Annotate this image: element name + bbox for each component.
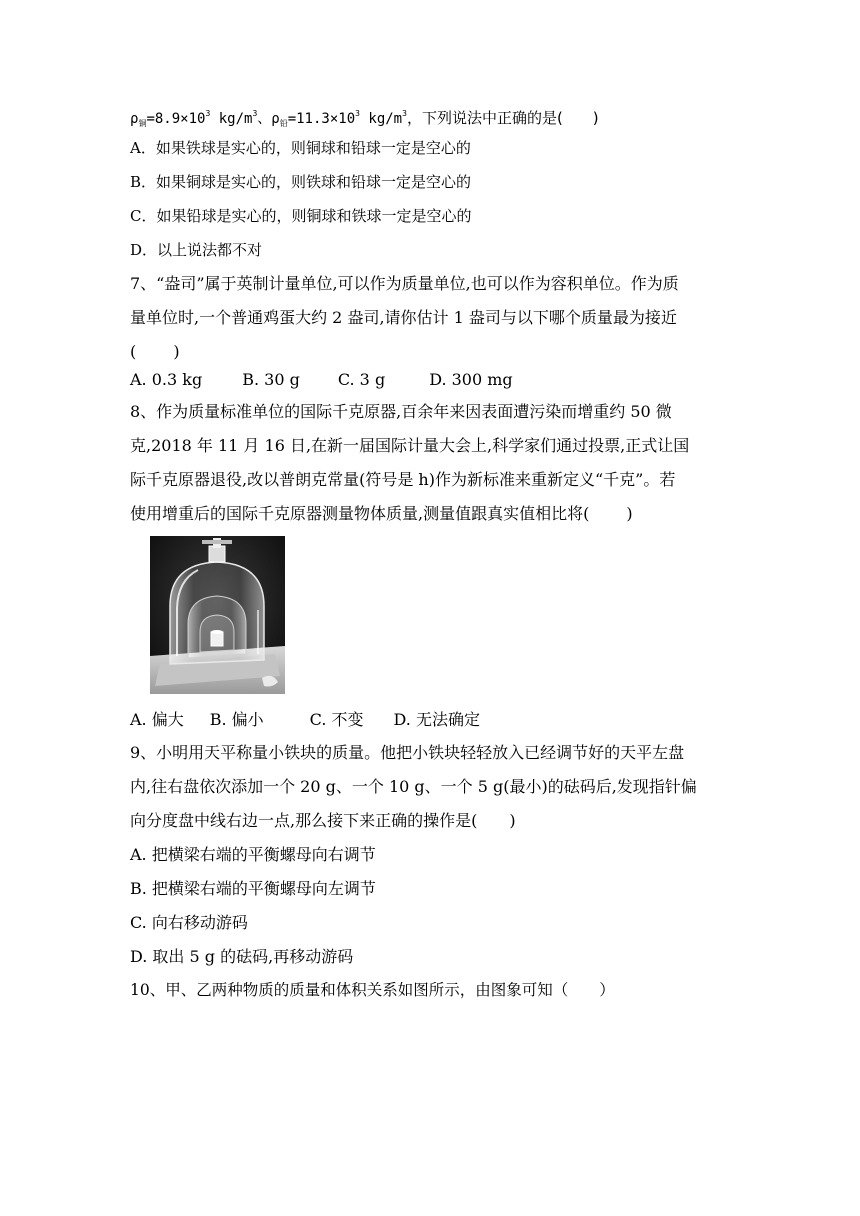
q6-option-a: A．如果铁球是实心的，则铜球和铅球一定是空心的 bbox=[130, 139, 471, 157]
lead-unit-cube: 3 bbox=[402, 109, 407, 118]
q7-option-b: B. 30 g bbox=[242, 370, 300, 389]
copper-exponent: 3 bbox=[205, 109, 211, 118]
q10-text: 10、甲、乙两种物质的质量和体积关系如图所示，由图象可知（ ） bbox=[130, 981, 615, 999]
q7-option-a: A. 0.3 kg bbox=[130, 370, 203, 389]
lead-density-value: =11.3×10 bbox=[287, 111, 356, 127]
copper-unit: kg/m bbox=[210, 111, 253, 127]
q8-line-4: 使用增重后的国际千克原器测量物体质量,测量值跟真实值相比将( ) bbox=[130, 504, 633, 523]
q8-option-a: A. 偏大 bbox=[130, 710, 184, 729]
q8-option-b: B. 偏小 bbox=[209, 710, 264, 729]
q8-line-1: 8、作为质量标准单位的国际千克原器,百余年来因表面遭污染而增重约 50 微 bbox=[130, 402, 672, 421]
q8-option-c: C. 不变 bbox=[309, 710, 364, 729]
q8-line-2: 克,2018 年 11 月 16 日,在新一届国际计量大会上,科学家们通过投票,正式让国 bbox=[130, 436, 690, 455]
q9-line-2: 内,往右盘依次添加一个 20 g、一个 10 g、一个 5 g(最小)的砝码后,发现指针偏 bbox=[130, 777, 697, 796]
q6-option-b: B．如果铜球是实心的，则铁球和铅球一定是空心的 bbox=[130, 173, 472, 191]
q9-option-d: D. 取出 5 g 的砝码,再移动游码 bbox=[130, 947, 354, 966]
copper-unit-cube: 3 bbox=[252, 109, 258, 118]
q9-line-1: 9、小明用天平称量小铁块的质量。他把小铁块轻轻放入已经调节好的天平左盘 bbox=[130, 743, 685, 762]
lead-unit: kg/m bbox=[359, 111, 403, 127]
q7-option-c: C. 3 g bbox=[337, 370, 386, 389]
q6-option-d: D．以上说法都不对 bbox=[130, 241, 263, 259]
q8-option-d: D. 无法确定 bbox=[393, 710, 480, 729]
q8-options bbox=[130, 710, 480, 730]
lead-subscript: 铅 bbox=[279, 119, 288, 128]
kilogram-prototype-photo bbox=[150, 536, 285, 694]
q8-line-3: 际千克原器退役,改以普朗克常量(符号是 h)作为新标准来重新定义“千克”。若 bbox=[130, 470, 676, 489]
q9-option-b: B. 把横梁右端的平衡螺母向左调节 bbox=[130, 879, 376, 898]
q7-line-1: 7、“盎司”属于英制计量单位,可以作为质量单位,也可以作为容积单位。作为质 bbox=[130, 274, 679, 293]
copper-subscript: 铜 bbox=[138, 119, 147, 128]
q6-density-line bbox=[130, 104, 599, 134]
q7-line-3: ( ) bbox=[130, 342, 180, 361]
q7-options bbox=[130, 370, 513, 390]
q9-line-3: 向分度盘中线右边一点,那么接下来正确的操作是( ) bbox=[130, 811, 516, 830]
q9-option-c: C. 向右移动游码 bbox=[130, 913, 248, 932]
q9-option-a: A. 把横梁右端的平衡螺母向右调节 bbox=[130, 845, 376, 864]
q6-option-c: C．如果铅球是实心的，则铜球和铁球一定是空心的 bbox=[130, 207, 472, 225]
rho-lead: 、ρ bbox=[257, 111, 280, 127]
lead-exponent: 3 bbox=[355, 109, 360, 118]
q7-line-2: 量单位时,一个普通鸡蛋大约 2 盎司,请你估计 1 盎司与以下哪个质量最为接近 bbox=[130, 308, 677, 327]
copper-density-value: =8.9×10 bbox=[146, 111, 206, 127]
rho-copper: ρ bbox=[130, 111, 139, 127]
q7-option-d: D. 300 mg bbox=[429, 370, 513, 389]
q6-question-tail: ，下列说法中正确的是( ) bbox=[406, 109, 599, 127]
